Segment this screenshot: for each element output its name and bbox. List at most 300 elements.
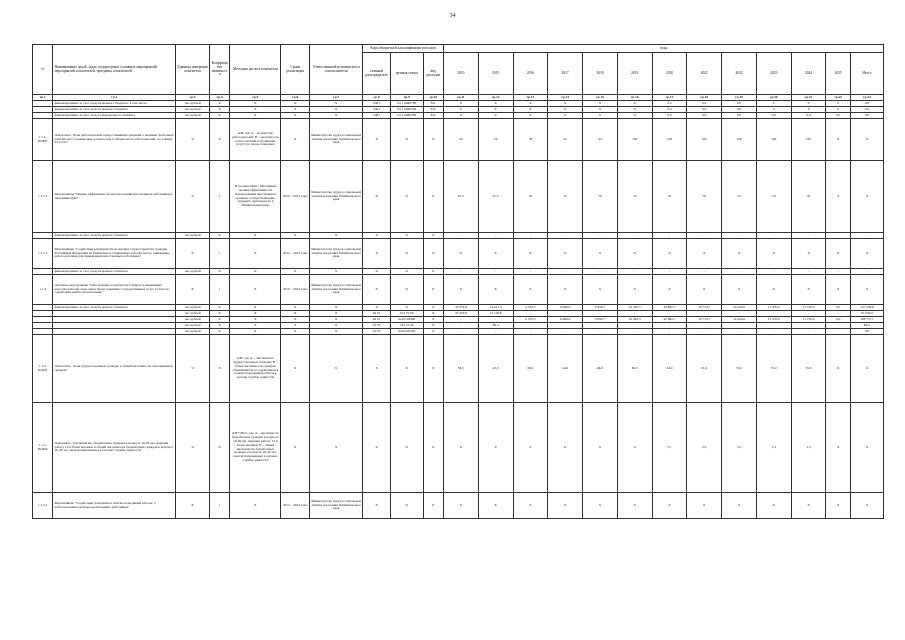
table-cell: 0,0 <box>687 107 722 113</box>
table-cell: Х <box>363 119 391 161</box>
table-cell: 0,0 <box>826 305 851 311</box>
table-cell: 3,5 <box>687 403 722 493</box>
table-cell: Х <box>423 305 443 311</box>
table-cell: Х <box>281 305 310 311</box>
table-cell: Х <box>390 403 423 493</box>
table-cell: А/В, где: А – численность трудоустроенных граждан; В – общая численность граждан, обратившихся за содействием в поиске подходящей работы в органы службы занятости <box>230 335 281 403</box>
table-cell: Х <box>513 107 548 113</box>
table-cell: - <box>652 269 687 275</box>
table-cell: Показатель "Доля трудоустроенных граждан в общей численности обратившихся граждан" <box>53 335 176 403</box>
table-cell: Х <box>513 239 548 269</box>
column-number: гр.17 <box>652 95 687 101</box>
table-cell: - <box>513 311 548 317</box>
table-cell: 0 <box>756 107 791 113</box>
table-cell: 2010 – 2024 годы <box>281 275 310 305</box>
table-cell: 10 443,5 <box>617 317 652 323</box>
table-cell: 20 862,7 <box>652 317 687 323</box>
table-cell: Х <box>363 403 391 493</box>
table-cell: Х <box>617 493 652 519</box>
table-row <box>33 239 884 269</box>
table-cell: 4 335,5 <box>513 317 548 323</box>
header-budget-codes: Коды бюджетной классификации расходов <box>363 45 444 53</box>
table-cell: % <box>176 119 210 161</box>
table-cell: Х <box>826 403 851 493</box>
table-cell: - <box>687 311 722 317</box>
table-cell: 70 <box>513 161 548 233</box>
table-cell: Х <box>310 311 363 317</box>
table-cell: 0,0 <box>652 107 687 113</box>
table-cell: финансирование за счет средств краевого бюджета <box>53 107 176 113</box>
table-cell: Х <box>281 403 310 493</box>
table-cell: - <box>444 317 479 323</box>
table-cell: % <box>176 403 210 493</box>
table-cell: Х <box>826 239 851 269</box>
table-cell: - <box>791 311 826 317</box>
table-cell: Х <box>513 101 548 107</box>
table-cell: - <box>850 233 883 239</box>
table-cell: Х <box>310 113 363 119</box>
table-cell: 44,0 <box>652 335 687 403</box>
header-year: 2022 <box>722 53 757 95</box>
table-cell: тыс.рублей <box>176 233 210 239</box>
table-cell: Х <box>363 233 391 239</box>
table-cell: Х <box>850 161 883 233</box>
table-cell: Х <box>176 493 210 519</box>
table-cell: Х <box>444 113 479 119</box>
table-cell: Х <box>209 317 229 323</box>
header-coef: Коэффициент значимости <box>209 45 229 95</box>
table-cell: Х <box>478 275 513 305</box>
header-years: годы <box>444 45 884 53</box>
table-row <box>33 335 884 403</box>
table-cell: Х <box>390 275 423 305</box>
table-cell: Х <box>652 493 687 519</box>
table-cell: тыс.рублей <box>176 329 210 335</box>
table-cell: Х <box>722 493 757 519</box>
table-cell: Х <box>444 107 479 113</box>
column-number: гр.12 <box>478 95 513 101</box>
column-number: гр.8 <box>363 95 391 101</box>
table-cell: 3,3 <box>756 403 791 493</box>
table-cell: Х <box>363 161 391 233</box>
table-cell: 14 420,6 <box>722 317 757 323</box>
table-cell: Министерство труда и социальной защиты населения Забайкальского края <box>310 119 363 161</box>
table-cell: Х <box>791 493 826 519</box>
table-cell: 11 470,0 <box>756 317 791 323</box>
table-cell: - <box>478 317 513 323</box>
table-cell: 0,0 <box>687 113 722 119</box>
table-cell: Х <box>826 161 851 233</box>
table-cell: Х <box>444 275 479 305</box>
table-cell: Показатель "Удельный вес безработных граждан в возрасте 16-29 лет, ищущих работу 12 и более месяцев, в общей численности безработных граждан в возрасте 16-29 лет, зарегистрированных в органах службы занятости" <box>53 403 176 493</box>
table-cell: 55,0 <box>791 335 826 403</box>
table-cell: Х <box>850 403 883 493</box>
header-year: 2016 <box>513 53 548 95</box>
table-cell: - <box>791 329 826 335</box>
column-number: гр.7 <box>310 95 363 101</box>
table-cell: Х <box>310 317 363 323</box>
table-cell: - <box>478 329 513 335</box>
table-cell: Х <box>209 305 229 311</box>
table-cell: - <box>652 233 687 239</box>
table-cell: Х <box>310 323 363 329</box>
table-cell: - <box>513 329 548 335</box>
table-cell: 0410104500 <box>390 329 423 335</box>
header-gr: главный распорядитель <box>363 53 391 95</box>
table-cell: - <box>722 323 757 329</box>
table-cell: В соответствии с Методикой оценки эффективности использования иностранных граждан, осуществляющих трудовую деятельность в Забайкальском крае <box>230 161 281 233</box>
table-cell: 11 750,0 <box>791 305 826 311</box>
table-cell: 0,0 <box>722 101 757 107</box>
table-cell: Х <box>209 119 229 161</box>
table-cell: Х <box>617 113 652 119</box>
table-cell: Х <box>687 239 722 269</box>
table-cell: 1.1.3.1 <box>33 493 53 519</box>
column-number: гр.6 <box>281 95 310 101</box>
table-cell: 04 01 <box>363 311 391 317</box>
table-cell: Х <box>687 493 722 519</box>
table-cell: 70 <box>791 161 826 233</box>
column-number: гр.23 <box>850 95 883 101</box>
table-cell: Х <box>478 113 513 119</box>
table-cell: Х <box>390 335 423 403</box>
table-cell: Х <box>281 107 310 113</box>
table-cell: Х <box>423 275 443 305</box>
header-year: 2015 <box>478 53 513 95</box>
column-number: гр.15 <box>583 95 618 101</box>
header-year: 2010 <box>444 53 479 95</box>
column-number: гр.16 <box>617 95 652 101</box>
table-cell: 78 <box>513 119 548 161</box>
table-cell: Х <box>230 493 281 519</box>
table-cell: - <box>583 233 618 239</box>
table-cell: Х <box>423 269 443 275</box>
table-cell: 11 470,0 <box>756 305 791 311</box>
table-cell: Х <box>281 317 310 323</box>
table-cell: Х <box>310 329 363 335</box>
table-cell: - <box>652 323 687 329</box>
table-cell: - <box>617 311 652 317</box>
table-cell: 9 954,7 <box>583 317 618 323</box>
table-cell: Х <box>791 239 826 269</box>
table-cell: Х <box>444 239 479 269</box>
column-number: гр.19 <box>722 95 757 101</box>
table-cell: 33 479,9 <box>444 311 479 317</box>
column-number: гр.3 <box>176 95 210 101</box>
table-cell: 89,4 <box>850 323 883 329</box>
table-cell: - <box>548 233 583 239</box>
table-cell: Х <box>850 493 883 519</box>
table-cell: 0,0 <box>791 113 826 119</box>
table-cell: 0 <box>756 101 791 107</box>
table-cell: Х <box>423 403 443 493</box>
table-cell: 4 335,5 <box>513 305 548 311</box>
table-cell: Х <box>209 233 229 239</box>
header-unit: Единица измерения показателя <box>176 45 210 95</box>
column-number: гр.5 <box>230 95 281 101</box>
table-cell: 100 <box>722 119 757 161</box>
table-cell: - <box>444 233 479 239</box>
table-cell: 100 <box>756 119 791 161</box>
table-cell: Мероприятие "Оценка эффективности использования иностранных работников в экономике края" <box>53 161 176 233</box>
table-cell: 6 669,9 <box>548 305 583 311</box>
table-cell: - <box>583 323 618 329</box>
table-cell: Х <box>444 101 479 107</box>
table-cell: 53,0 <box>722 335 757 403</box>
table-cell: Х <box>390 119 423 161</box>
table-cell: 0401 <box>363 101 391 107</box>
table-cell: Х <box>230 317 281 323</box>
table-cell: 60,0 <box>617 335 652 403</box>
table-cell: Х <box>281 113 310 119</box>
table-cell: Х <box>209 323 229 329</box>
table-cell: 11 750,0 <box>791 317 826 323</box>
header-term: Сроки реализации <box>281 45 310 95</box>
table-cell: Х <box>209 269 229 275</box>
table-cell: 89,4 <box>478 323 513 329</box>
table-cell: 19 774,7 <box>687 305 722 311</box>
table-cell: Х <box>826 335 851 403</box>
table-cell: 0 <box>826 101 851 107</box>
table-cell: - <box>756 323 791 329</box>
table-cell: - <box>617 329 652 335</box>
table-cell: 70 <box>548 161 583 233</box>
page-number: 34 <box>449 13 456 19</box>
table-cell: Х <box>281 233 310 239</box>
table-cell: 04 1 02Б6780 <box>390 107 423 113</box>
table-cell: Х <box>617 403 652 493</box>
table-cell: Х <box>756 275 791 305</box>
table-cell: 0,0 <box>850 107 883 113</box>
table-cell: 64 <box>444 119 479 161</box>
table-cell: Х <box>513 403 548 493</box>
table-cell: 2014 – 2024 годы <box>281 239 310 269</box>
table-cell: 10 443,5 <box>617 305 652 311</box>
table-cell: Х <box>310 335 363 403</box>
table-cell: 0,0 <box>652 113 687 119</box>
table-cell: 811 <box>423 101 443 107</box>
table-cell: 0,0 <box>756 113 791 119</box>
table-cell: 10 03 <box>363 329 391 335</box>
table-cell: тыс.рублей <box>176 113 210 119</box>
table-cell: 1.1.2.2 <box>33 239 53 269</box>
table-cell: Х <box>652 275 687 305</box>
table-cell: 811 <box>423 113 443 119</box>
table-cell: Х <box>513 113 548 119</box>
table-cell: 33 479,9 <box>444 305 479 311</box>
table-cell: - <box>444 269 479 275</box>
table-cell: А/В*100%, где: А – численность безработных граждан в возрасте 16-29 лет, ищущих работу 12 и более месяцев; В – общая численность безработных граждан в возрасте 16-29 лет, зарегистрированных в органах службы занятости <box>230 403 281 493</box>
table-cell: 1 <box>209 493 229 519</box>
table-cell: 0410104500 <box>390 317 423 323</box>
table-cell: - <box>548 311 583 317</box>
table-cell: - <box>444 323 479 329</box>
column-number: гр.13 <box>513 95 548 101</box>
table-cell: - <box>826 233 851 239</box>
table-cell: Основное мероприятие "Обеспечение потребности в кадрах и повышение качества рабочей силы через предоставление государственных услуг в области содействия занятости населения" <box>53 275 176 305</box>
table-cell: - <box>513 233 548 239</box>
table-cell: финансирование за счет средств краевого бюджета, в том числе: <box>53 101 176 107</box>
table-cell: 14 420,6 <box>722 305 757 311</box>
table-cell: Х <box>230 329 281 335</box>
table-cell: 44 <box>583 119 618 161</box>
table-cell: 70 <box>617 161 652 233</box>
table-cell: Х <box>230 305 281 311</box>
table-cell: тыс.рублей <box>176 311 210 317</box>
column-number: гр.11 <box>444 95 479 101</box>
table-row <box>33 161 884 233</box>
table-cell: - <box>756 329 791 335</box>
table-cell: 67 030,0 <box>850 311 883 317</box>
table-cell: 55,0 <box>756 335 791 403</box>
table-cell: 100 <box>617 119 652 161</box>
table-cell: 70 <box>652 161 687 233</box>
table-cell: Х <box>281 329 310 335</box>
table-cell: 522 75 00 <box>390 323 423 329</box>
table-cell: - <box>617 233 652 239</box>
table-cell: - <box>617 269 652 275</box>
table-cell: Х <box>281 119 310 161</box>
table-cell: Х <box>209 329 229 335</box>
table-cell: Х <box>444 493 479 519</box>
table-cell: Х <box>478 403 513 493</box>
table-cell: - <box>687 269 722 275</box>
table-cell: Х <box>423 335 443 403</box>
table-cell: Х <box>617 107 652 113</box>
table-cell: финансирование за счет средств краевого бюджета <box>53 305 176 311</box>
table-cell: Х <box>310 403 363 493</box>
table-cell: 56,5 <box>444 335 479 403</box>
table-cell: - <box>756 233 791 239</box>
column-number: гр.14 <box>548 95 583 101</box>
table-cell: Х <box>281 311 310 317</box>
table-cell: 100 <box>652 119 687 161</box>
table-cell: 100 <box>791 119 826 161</box>
table-cell: - <box>652 329 687 335</box>
table-cell: Министерство труда и социальной защиты населения Забайкальского края <box>310 275 363 305</box>
table-cell: 04 01 <box>363 317 391 323</box>
table-cell: Х <box>390 305 423 311</box>
table-cell: финансирование за счет средств краевого бюджета <box>53 233 176 239</box>
table-cell: 1.1.3-ПОМ1 <box>33 335 53 403</box>
table-cell: тыс.рублей <box>176 107 210 113</box>
header-year: 2021 <box>687 53 722 95</box>
table-cell: - <box>444 329 479 335</box>
header-year: 2018 <box>583 53 618 95</box>
header-year: 2024 <box>791 53 826 95</box>
table-cell: 0,0 <box>722 107 757 113</box>
column-number: гр.18 <box>687 95 722 101</box>
table-row <box>33 403 884 493</box>
table-cell: Х <box>230 323 281 329</box>
header-vr: вид расходов <box>423 53 443 95</box>
table-cell: Х <box>722 275 757 305</box>
table-cell: 14 128,8 <box>478 311 513 317</box>
table-cell: Х <box>548 113 583 119</box>
table-cell: 1.1.2-ПОМ1 <box>33 119 53 161</box>
table-cell: - <box>513 323 548 329</box>
table-cell: Х <box>281 335 310 403</box>
column-number: гр.1 <box>33 95 53 101</box>
table-cell: 0,0 <box>850 113 883 119</box>
table-cell: Х <box>423 329 443 335</box>
table-cell: 3,5 <box>722 403 757 493</box>
table-cell: Х <box>176 275 210 305</box>
table-cell: 41 <box>548 119 583 161</box>
table-cell: Х <box>363 493 391 519</box>
table-cell: % <box>176 161 210 233</box>
table-cell: 70 <box>722 161 757 233</box>
table-row <box>33 275 884 305</box>
table-cell: Х <box>310 107 363 113</box>
table-cell: 1.1.3-ПОМ2 <box>33 403 53 493</box>
table-cell: Х <box>423 311 443 317</box>
table-cell: Х <box>583 107 618 113</box>
table-cell: Х <box>423 119 443 161</box>
table-cell: 19 774,7 <box>687 317 722 323</box>
table-cell: Х <box>548 101 583 107</box>
table-cell: Х <box>652 239 687 269</box>
table-cell: Х <box>310 233 363 239</box>
table-cell: 0401 <box>363 113 391 119</box>
table-cell: Х <box>548 107 583 113</box>
program-table <box>32 44 884 519</box>
table-cell: Х <box>791 275 826 305</box>
table-cell: тыс.рублей <box>176 323 210 329</box>
table-cell: 1 <box>209 275 229 305</box>
table-cell: А/В, где: А – количество работодателей; В – численность работодателей получивших услугу по предоставлению <box>230 119 281 161</box>
table-cell: - <box>756 269 791 275</box>
table-cell: Х <box>423 317 443 323</box>
table-cell: 1.1.3 <box>33 275 53 305</box>
header-year: 2023 <box>756 53 791 95</box>
table-cell: 1 <box>209 239 229 269</box>
header-cs: целевая статья <box>390 53 423 95</box>
header-year: 2020 <box>652 53 687 95</box>
table-cell: Х <box>423 323 443 329</box>
table-cell: Х <box>548 239 583 269</box>
table-cell: Х <box>722 239 757 269</box>
header-year: 2019 <box>617 53 652 95</box>
table-cell: Х <box>850 275 883 305</box>
column-number: гр.10 <box>423 95 443 101</box>
table-cell: 522 75 00 <box>390 311 423 317</box>
table-cell: Х <box>230 233 281 239</box>
table-cell: Х <box>363 305 391 311</box>
table-cell: - <box>850 269 883 275</box>
table-cell: 0,0 <box>652 101 687 107</box>
table-cell: Показатель "Доля работодателей, предоставивших сведения о наличии свободных рабочих мест и вакантных должностей, в общем числе работодателей, состоящих на учете" <box>53 119 176 161</box>
table-cell: тыс.рублей <box>176 305 210 311</box>
table-cell: - <box>583 329 618 335</box>
table-cell: Х <box>423 493 443 519</box>
table-cell: Х <box>363 335 391 403</box>
table-cell: - <box>722 233 757 239</box>
table-cell: тыс.рублей <box>176 269 210 275</box>
header-year: 2017 <box>548 53 583 95</box>
table-cell: Х <box>363 239 391 269</box>
table-cell: 51,0 <box>687 335 722 403</box>
table-cell: Х <box>423 233 443 239</box>
table-cell: Х <box>583 239 618 269</box>
table-cell: - <box>791 269 826 275</box>
table-cell: Х <box>209 335 229 403</box>
column-number: гр.2 <box>53 95 176 101</box>
table-cell: Х <box>583 403 618 493</box>
table-cell: Х <box>548 493 583 519</box>
table-cell: 0 <box>826 107 851 113</box>
table-cell: Х <box>230 107 281 113</box>
